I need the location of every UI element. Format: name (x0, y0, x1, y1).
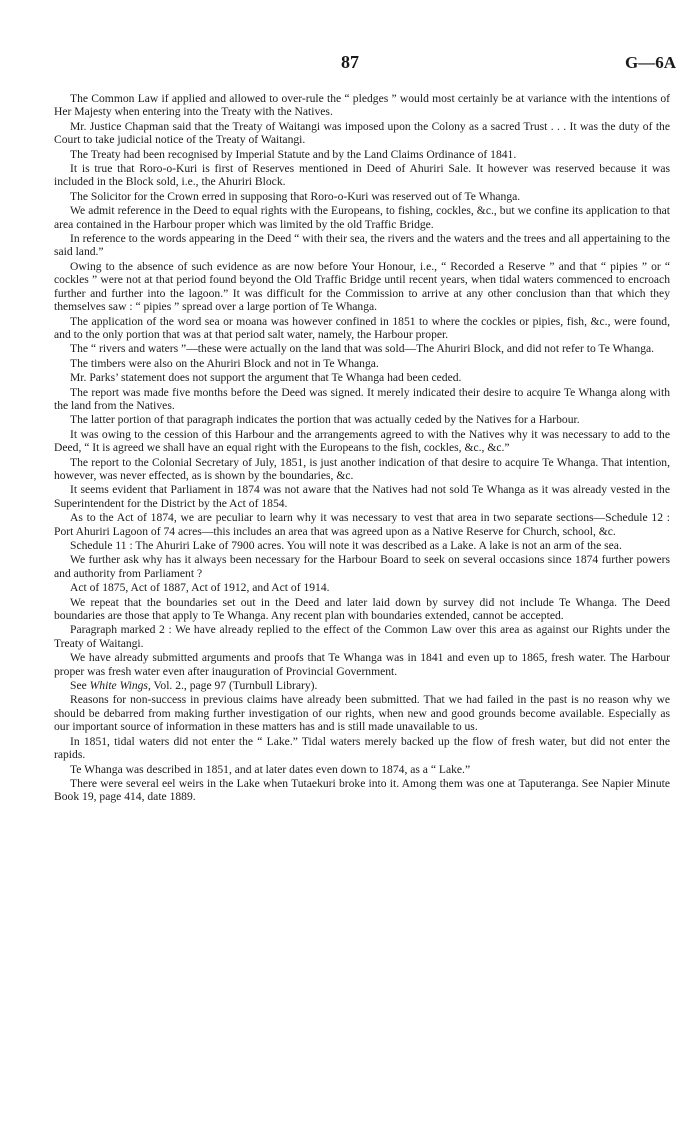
paragraph: As to the Act of 1874, we are peculiar to learn why it was necessary to vest that area in two separate sections—Schedule 12 : Port Ahuriri Lagoon of 74 acres—this includes an area that was agreed upon as a Native Reserve for Church, school, &c. (54, 511, 670, 538)
paragraph: The report was made five months before the Deed was signed. It merely indicated their desire to acquire Te Whanga along with the land from the Natives. (54, 385, 670, 412)
paragraph: We further ask why has it always been necessary for the Harbour Board to seek on several occasions since 1874 further powers and authority from Parliament ? (54, 553, 670, 580)
paragraph-citation (54, 679, 670, 692)
paragraph: Schedule 11 : The Ahuriri Lake of 7900 acres. You will note it was described as a Lake. A lake is not an arm of the sea. (70, 539, 622, 552)
document-reference: G—6A (625, 53, 676, 72)
paragraph: There were several eel weirs in the Lake when Tutaekuri broke into it. Among them was one at Taputeranga. See Napier Minute Book 19, page 414, date 1889. (54, 776, 670, 804)
paragraph: It is true that Roro-o-Kuri is first of Reserves mentioned in Deed of Ahuriri Sale. It however was reserved because it was included in the Block sold, i.e., the Ahuriri Block. (54, 162, 670, 189)
paragraph: Act of 1875, Act of 1887, Act of 1912, and Act of 1914. (70, 581, 330, 595)
citation-prefix: See (70, 679, 90, 693)
citation-suffix: , Vol. 2., page 97 (Turnbull Library). (147, 679, 318, 693)
paragraph: It seems evident that Parliament in 1874 was not aware that the Natives had not sold Te Whanga as it was already vested in the Superintendent for the District by the Act of 1854. (54, 483, 670, 510)
page-number: 87 (341, 52, 359, 72)
paragraph: Paragraph marked 2 : We have already replied to the effect of the Common Law over this area as against our Rights under the Treaty of Waitangi. (54, 623, 670, 650)
paragraph: The Common Law if applied and allowed to over-rule the “ pledges ” would most certainly be at variance with the intentions of Her Majesty when entering into the Treaty with the Natives. (54, 92, 670, 119)
paragraph: The “ rivers and waters ”—these were actually on the land that was sold—The Ahuriri Block, and did not refer to Te Whanga. (70, 342, 655, 356)
paragraph: Owing to the absence of such evidence as are now before Your Honour, i.e., “ Recorded a Reserve ” and that “ pipies ” or “ cockles ” were not at that period found beyond the Old Traffic Bridge until recent years, when tidal waters commenced to encroach further and further into the lagoon.” It was difficult for the Commission to arrive at any other conclusion than that which they themselves saw : “ pipies ” spread over a large portion of Te Whanga. (54, 259, 670, 314)
paragraph: In reference to the words appearing in the Deed “ with their sea, the rivers and the waters and the trees and all appertaining to the said land.” (54, 232, 670, 259)
paragraph: The report to the Colonial Secretary of July, 1851, is just another indication of that desire to acquire Te Whanga. That intention, however, was never effected, as is shown by the boundaries, &c. (54, 455, 670, 482)
paragraph: Mr. Justice Chapman said that the Treaty of Waitangi was imposed upon the Colony as a sacred Trust . . . It was the duty of the Court to take judicial notice of the Treaty of Waitangi. (54, 119, 670, 147)
document-body (54, 92, 670, 804)
paragraph: Reasons for non-success in previous claims have already been submitted. That we had failed in the past is no reason why we should be debarred from making further investigation of our rights, when new and good grounds become available. Especially as our important source of information in these matters has and is still made unavailable to us. (54, 693, 670, 734)
paragraph: The timbers were also on the Ahuriri Block and not in Te Whanga. (70, 356, 379, 370)
paragraph: The application of the word sea or moana was however confined in 1851 to where the cockles or pipies, fish, &c., were found, and to the only portion that was at that period salt water, namely, the Harbour proper. (54, 314, 670, 341)
paragraph: In 1851, tidal waters did not enter the “ Lake.” Tidal waters merely backed up the flow of fresh water, but did not enter the rapids. (54, 734, 670, 762)
paragraph: The Treaty had been recognised by Imperial Statute and by the Land Claims Ordinance of 1841. (70, 147, 517, 161)
paragraph: Te Whanga was described in 1851, and at later dates even down to 1874, as a “ Lake.” (70, 762, 471, 776)
paragraph: We admit reference in the Deed to equal rights with the Europeans, to fishing, cockles, &c., but we confine its application to that area contained in the Harbour proper which was limited by the old Traffic Bridge. (54, 204, 670, 231)
paragraph: Mr. Parks’ statement does not support the argument that Te Whanga had been ceded. (70, 371, 462, 385)
book-title: White Wings (89, 679, 148, 693)
paragraph: We have already submitted arguments and proofs that Te Whanga was in 1841 and even up to 1865, fresh water. The Harbour proper was fresh water even after inauguration of Provincial Government. (54, 651, 670, 678)
paragraph: We repeat that the boundaries set out in the Deed and later laid down by survey did not include Te Whanga. The Deed boundaries are those that apply to Te Whanga. Any recent plan with boundaries extended, cannot be accepted. (54, 595, 670, 623)
paragraph: It was owing to the cession of this Harbour and the arrangements agreed to with the Natives why it was necessary to add to the Deed, “ It is agreed we shall have an equal right with the Europeans to the fish, cockles, &c., &c.” (54, 427, 670, 455)
paragraph: The latter portion of that paragraph indicates the portion that was actually ceded by the Natives for a Harbour. (70, 413, 580, 427)
paragraph: The Solicitor for the Crown erred in supposing that Roro-o-Kuri was reserved out of Te Whanga. (70, 189, 521, 203)
